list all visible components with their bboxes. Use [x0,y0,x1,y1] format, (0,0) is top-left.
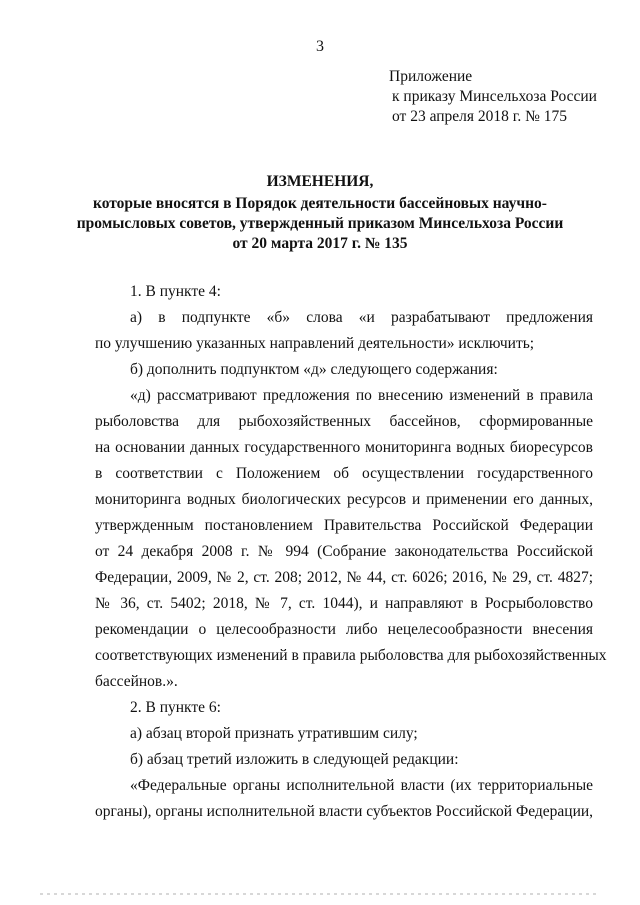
paragraph-line: а) абзац второй признать утратившим силу; [130,725,418,742]
point-2-heading: 2. В пункте 6: [130,699,221,716]
appendix-title: Приложение [389,68,473,85]
paragraph-line: в соответствии с Положением об осуществлении государственного [95,465,593,482]
paragraph-line: утвержденным постановлением Правительства Российской Федерации [95,517,593,534]
paragraph-line: органы), органы исполнительной власти субъектов Российской Федерации, [95,803,594,820]
subtitle-line-1: которые вносятся в Порядок деятельности бассейновых научно- [93,195,547,212]
page-number: 3 [316,38,324,55]
point-1-heading: 1. В пункте 4: [130,283,221,300]
paragraph-line: мониторинга водных биологических ресурсов и применении его данных, [95,491,593,508]
paragraph-line: а) в подпункте «б» слова «и разрабатывают предложения [130,309,593,326]
paragraph-line: бассейнов.». [95,673,178,690]
paragraph-line: соответствующих изменений в правила рыболовства для рыбохозяйственных [95,647,607,664]
subtitle-line-2: промысловых советов, утвержденный приказом Минсельхоза России [76,215,564,232]
paragraph-line: рыболовства для рыбохозяйственных бассейнов, сформированные [95,413,593,430]
paragraph-line: «Федеральные органы исполнительной власти (их территориальные [130,777,593,794]
paragraph-line: б) абзац третий изложить в следующей редакции: [130,751,459,768]
paragraph-line: Федерации, 2009, № 2, ст. 208; 2012, № 44, ст. 6026; 2016, № 29, ст. 4827; [95,569,593,586]
paragraph-line: по улучшению указанных направлений деятельности» исключить; [95,335,535,352]
appendix-block [389,67,597,127]
document-subtitle [60,194,580,254]
paragraph-line: б) дополнить подпунктом «д» следующего содержания: [130,361,498,378]
document-heading: ИЗМЕНЕНИЯ, [266,173,374,190]
scan-artifact-divider [40,893,600,895]
paragraph-line: рекомендации о целесообразности либо нецелесообразности внесения [95,621,593,638]
paragraph-line: на основании данных государственного мониторинга водных биоресурсов [95,439,593,456]
appendix-order-ref: к приказу Минсельхоза России [392,88,597,105]
appendix-order-date: от 23 апреля 2018 г. № 175 [392,108,568,125]
subtitle-line-3: от 20 марта 2017 г. № 135 [232,235,408,252]
paragraph-line: № 36, ст. 5402; 2018, № 7, ст. 1044), и направляют в Росрыболовство [95,595,593,612]
paragraph-line: «д) рассматривают предложения по внесению изменений в правила [130,387,593,404]
paragraph-line: от 24 декабря 2008 г. № 994 (Собрание законодательства Российской [95,543,593,560]
